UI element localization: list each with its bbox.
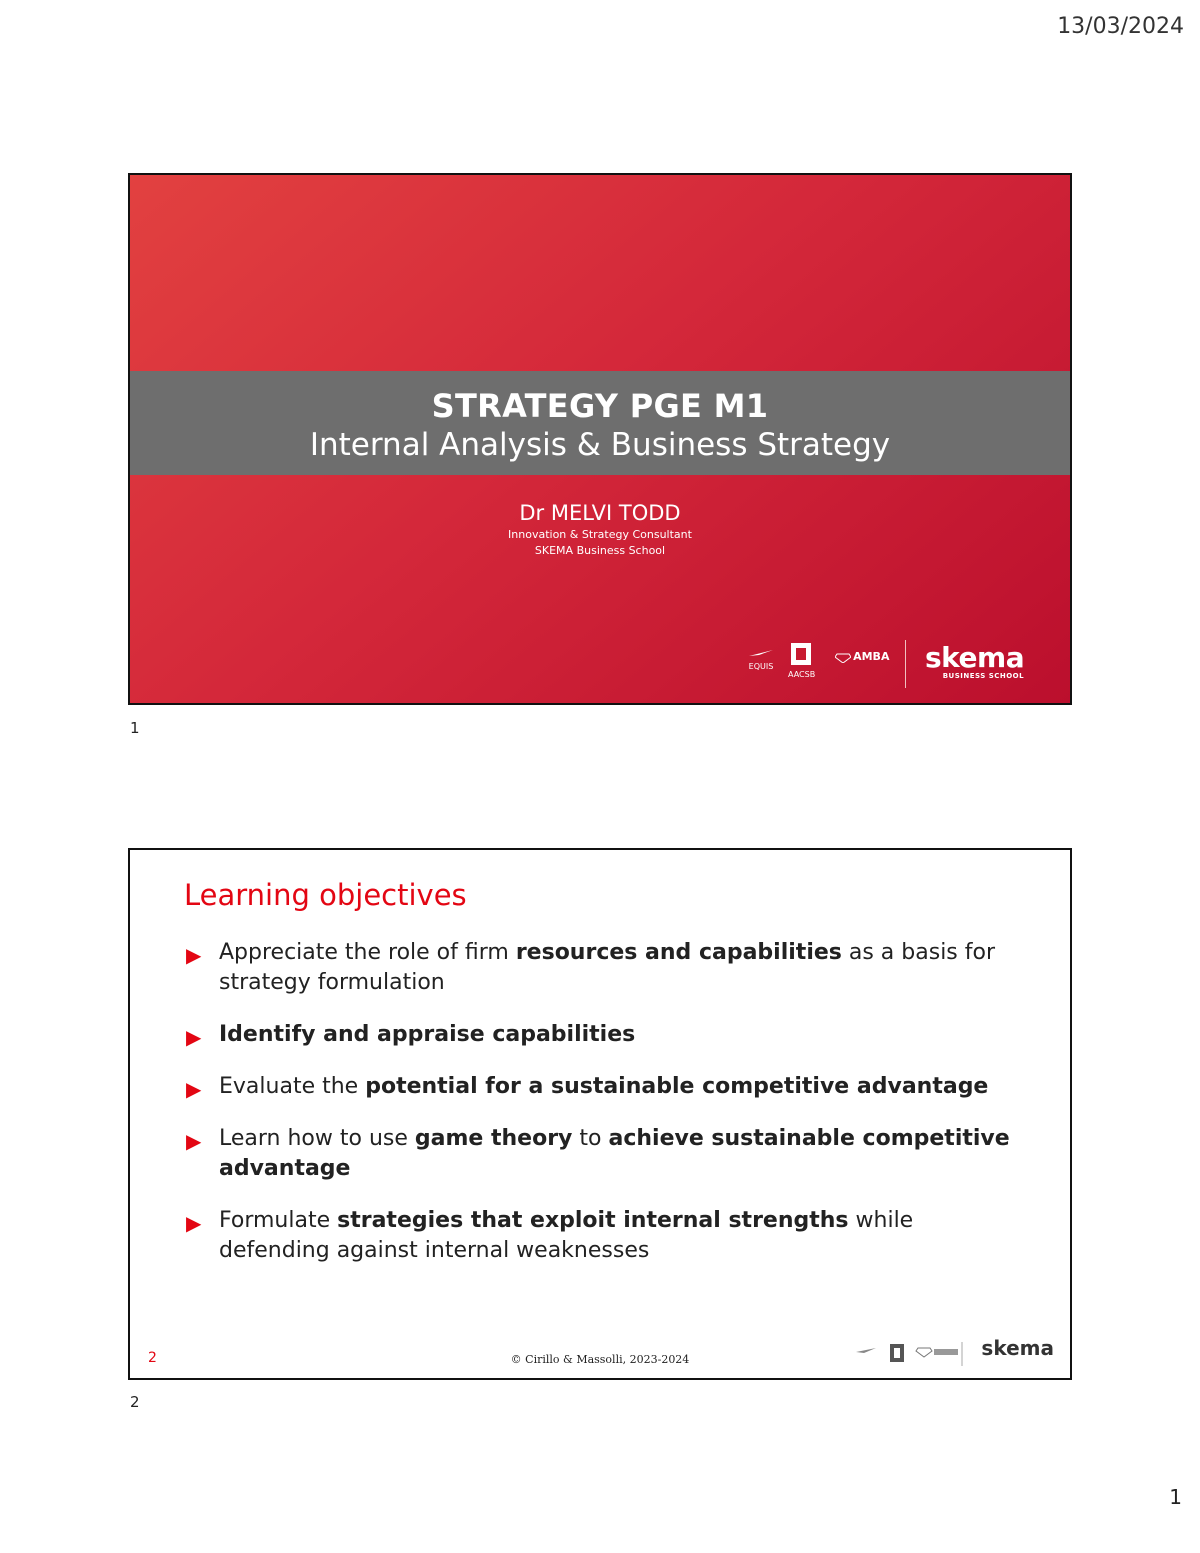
copyright-footer: © Cirillo & Massolli, 2023-2024 xyxy=(510,1353,690,1366)
slide-caption-1: 1 xyxy=(130,719,140,737)
presenter-role: Innovation & Strategy Consultant xyxy=(508,528,692,541)
page-number: 1 xyxy=(1169,1485,1182,1509)
slide-title: STRATEGY PGE M1 xyxy=(431,387,769,425)
objective-text: Formulate xyxy=(219,1208,338,1233)
objective-item xyxy=(186,1124,1026,1184)
skema-logo: skema BUSINESS SCHOOL xyxy=(925,641,1025,680)
objective-item xyxy=(186,1072,1026,1102)
logo-divider xyxy=(905,640,906,688)
objective-item xyxy=(186,1020,1026,1050)
page-date: 13/03/2024 xyxy=(1057,14,1184,39)
presenter-block xyxy=(130,501,1070,557)
footer-logos xyxy=(854,1338,1054,1368)
skema-logo-small: skema xyxy=(981,1336,1054,1360)
objective-text: Learn how to use xyxy=(219,1126,415,1151)
objective-text: while defending against internal weaknesses xyxy=(219,1208,914,1263)
slide-number: 2 xyxy=(148,1350,157,1366)
presenter-school: SKEMA Business School xyxy=(534,544,666,557)
presenter-name: Dr MELVI TODD xyxy=(519,501,681,525)
objective-emphasis: Identify and appraise capabilities xyxy=(219,1022,636,1047)
accreditation-marks-icon xyxy=(854,1342,964,1366)
title-slide xyxy=(128,173,1072,705)
objective-text: to xyxy=(572,1126,609,1151)
equis-logo: EQUIS xyxy=(742,648,780,671)
amba-logo: AMBA xyxy=(832,652,892,663)
objective-text: as a basis for strategy formulation xyxy=(219,940,996,995)
objective-emphasis: game theory xyxy=(414,1126,573,1151)
objectives-list xyxy=(186,938,1026,1288)
title-band xyxy=(130,371,1070,475)
accreditation-logos xyxy=(742,638,1042,690)
triangle-right-icon: ▶ xyxy=(186,1129,202,1153)
objective-emphasis: achieve sustainable competitive advantage xyxy=(219,1126,1010,1181)
triangle-right-icon: ▶ xyxy=(186,1077,202,1101)
objective-text: Evaluate the xyxy=(219,1074,366,1099)
slide-caption-2: 2 xyxy=(130,1393,140,1411)
objectives-slide xyxy=(128,848,1072,1380)
triangle-right-icon: ▶ xyxy=(186,1025,202,1049)
aacsb-logo: AACSB xyxy=(788,642,814,679)
objective-emphasis: potential for a sustainable competitive advantage xyxy=(365,1074,989,1099)
objective-item xyxy=(186,938,1026,998)
triangle-right-icon: ▶ xyxy=(186,1211,202,1235)
equis-star-icon xyxy=(749,648,773,660)
objective-text: Appreciate the role of firm xyxy=(219,940,516,965)
objectives-title: Learning objectives xyxy=(184,878,467,912)
aacsb-shield-icon xyxy=(790,642,812,668)
amba-diamond-icon xyxy=(835,653,851,663)
slide-subtitle: Internal Analysis & Business Strategy xyxy=(309,427,891,463)
triangle-right-icon: ▶ xyxy=(186,943,202,967)
objective-emphasis: resources and capabilities xyxy=(515,940,842,965)
objective-item xyxy=(186,1206,1026,1266)
objective-emphasis: strategies that exploit internal strengths xyxy=(337,1208,849,1233)
